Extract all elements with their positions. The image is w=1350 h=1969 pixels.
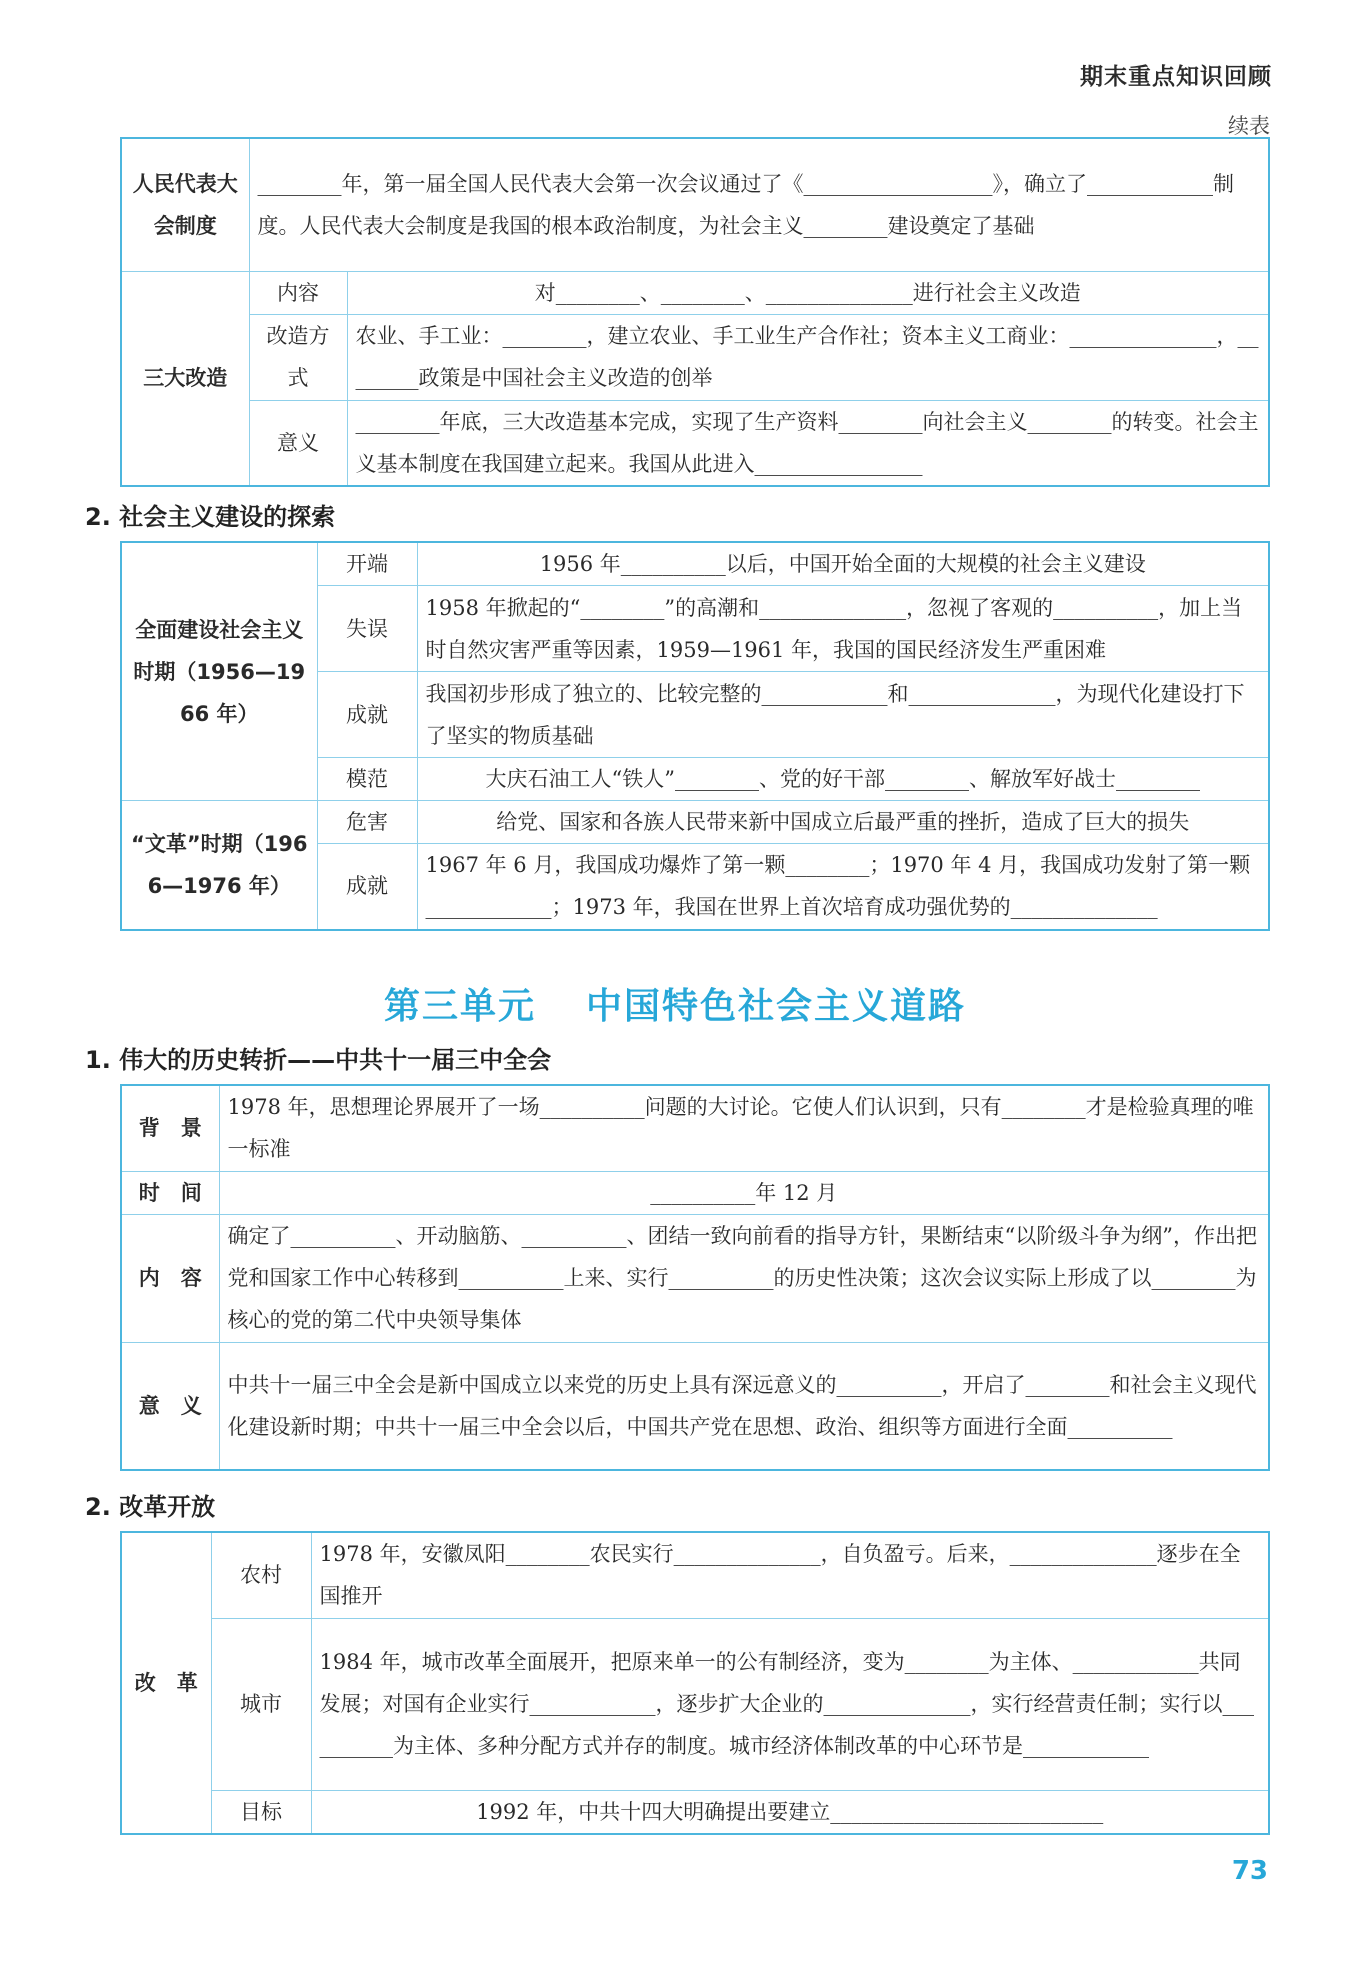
content-text: 确定了__________、开动脑筋、__________、团结一致向前看的指导方针，果断结束“以阶级斗争为纲”，作出把党和国家工作中心转移到__________上来、实行__________的历史性决策；这次会议实际上形成了以________为核心的党的第二代中央领导集体 <box>219 1214 1269 1342</box>
page-number: 73 <box>1231 1856 1268 1886</box>
error-text: 1958 年掀起的“________”的高潮和______________，忽视了客观的__________，加上当时自然灾害严重等因素，1959—1961 年，我国的国民经济发生严重困难 <box>417 586 1269 672</box>
achievement-label-2: 成就 <box>317 844 417 930</box>
start-label: 开端 <box>317 542 417 586</box>
table-exploration <box>120 541 1270 931</box>
method-label: 改造方式 <box>249 314 347 400</box>
period-label-cultural-revolution: “文革”时期（1966—1976 年） <box>121 801 317 930</box>
content-label: 内容 <box>249 271 347 314</box>
goal-text: 1992 年，中共十四大明确提出要建立__________________________ <box>311 1790 1269 1834</box>
background-label: 背 景 <box>121 1085 219 1171</box>
urban-text: 1984 年，城市改革全面展开，把原来单一的公有制经济，变为________为主体、____________共同发展；对国有企业实行____________，逐步扩大企业的______________，实行经营责任制；实行以__________为主体、多种分配方式并存的制度。城市经济体制改革的中心环节是____________ <box>311 1618 1269 1790</box>
reform-label: 改 革 <box>121 1532 211 1834</box>
section-heading-exploration: 2. 社会主义建设的探索 <box>85 503 336 531</box>
meaning-text: ________年底，三大改造基本完成，实现了生产资料________向社会主义________的转变。社会主义基本制度在我国建立起来。我国从此进入________________ <box>347 400 1269 486</box>
table-third-plenum <box>120 1084 1270 1471</box>
rural-text: 1978 年，安徽凤阳________农民实行______________，自负盈亏。后来，______________逐步在全国推开 <box>311 1532 1269 1618</box>
harm-text: 给党、国家和各族人民带来新中国成立后最严重的挫折，造成了巨大的损失 <box>417 801 1269 844</box>
period-label-construction: 全面建设社会主义时期（1956—1966 年） <box>121 542 317 801</box>
section-heading-third-plenum: 1. 伟大的历史转折——中共十一届三中全会 <box>85 1046 552 1074</box>
method-text: 农业、手工业：________，建立农业、手工业生产合作社；资本主义工商业：______________，________政策是中国社会主义改造的创举 <box>347 314 1269 400</box>
achievement-text-1: 我国初步形成了独立的、比较完整的____________和______________，为现代化建设打下了坚实的物质基础 <box>417 672 1269 758</box>
row-label-three-reforms: 三大改造 <box>121 271 249 486</box>
urban-label: 城市 <box>211 1618 311 1790</box>
achievement-label-1: 成就 <box>317 672 417 758</box>
time-text: __________年 12 月 <box>219 1171 1269 1214</box>
content-text: 对________、________、______________进行社会主义改造 <box>347 271 1269 314</box>
meaning-label: 意义 <box>249 400 347 486</box>
unit-number: 第三单元 <box>383 986 536 1027</box>
model-text: 大庆石油工人“铁人”________、党的好干部________、解放军好战士________ <box>417 758 1269 801</box>
time-label: 时 间 <box>121 1171 219 1214</box>
error-label: 失误 <box>317 586 417 672</box>
goal-label: 目标 <box>211 1790 311 1834</box>
continued-label: 续表 <box>1228 114 1270 138</box>
unit-title <box>0 978 1350 1029</box>
harm-label: 危害 <box>317 801 417 844</box>
unit-name: 中国特色社会主义道路 <box>586 986 967 1027</box>
section-heading-reform: 2. 改革开放 <box>85 1493 216 1521</box>
rural-label: 农村 <box>211 1532 311 1618</box>
background-text: 1978 年，思想理论界展开了一场__________问题的大讨论。它使人们认识到，只有________才是检验真理的唯一标准 <box>219 1085 1269 1171</box>
model-label: 模范 <box>317 758 417 801</box>
content-label: 内 容 <box>121 1214 219 1342</box>
header-title: 期末重点知识回顾 <box>1080 64 1272 90</box>
table-socialist-system <box>120 137 1270 487</box>
npc-text: ________年，第一届全国人民代表大会第一次会议通过了《__________________》，确立了____________制度。人民代表大会制度是我国的根本政治制度，为社会主义________建设奠定了基础 <box>249 138 1269 271</box>
row-label-npc: 人民代表大会制度 <box>121 138 249 271</box>
achievement-text-2: 1967 年 6 月，我国成功爆炸了第一颗________；1970 年 4 月，我国成功发射了第一颗____________；1973 年，我国在世界上首次培育成功强优势的______________ <box>417 844 1269 930</box>
start-text: 1956 年__________以后，中国开始全面的大规模的社会主义建设 <box>417 542 1269 586</box>
table-reform <box>120 1531 1270 1835</box>
meaning-text: 中共十一届三中全会是新中国成立以来党的历史上具有深远意义的__________，开启了________和社会主义现代化建设新时期；中共十一届三中全会以后，中国共产党在思想、政治、组织等方面进行全面__________ <box>219 1342 1269 1470</box>
meaning-label: 意 义 <box>121 1342 219 1470</box>
